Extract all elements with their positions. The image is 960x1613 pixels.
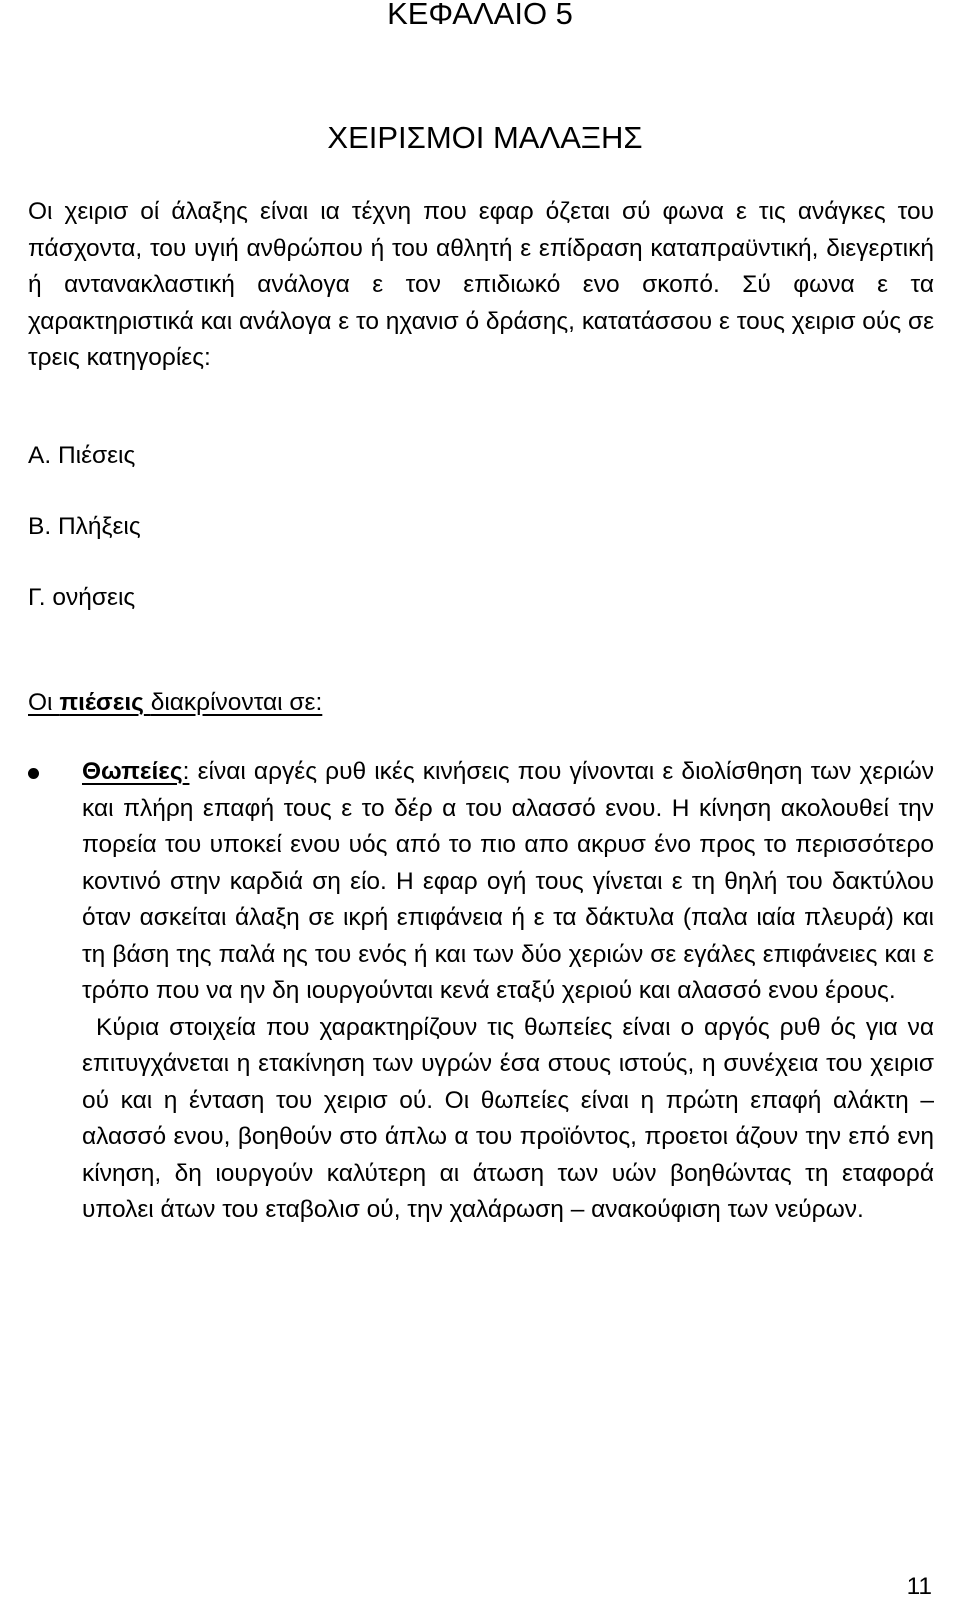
- pressures-heading: [28, 685, 322, 722]
- category-c: Γ. ονήσεις: [28, 584, 136, 611]
- category-b: Β. Πλήξεις: [28, 513, 141, 540]
- page-number: 11: [906, 1573, 932, 1600]
- category-a: Α. Πιέσεις: [28, 442, 136, 469]
- intro-paragraph: Οι χειρισ οί άλαξης είναι ια τέχνη που εφαρ όζεται σύ φωνα ε τις ανάγκες του πάσχοντα, του υγιή ανθρώπου ή του αθλητή ε επίδραση καταπραϋντική, διεγερτική ή αντανακλαστική ανάλογα ε τον επιδιωκό ενο σκοπό. Σύ φωνα ε τα χαρακτηριστικά και ανάλογα ε το ηχανισ ό δράσης, κατατάσσου ε τους χειρισ ούς σε τρεις κατηγορίες:: [28, 198, 934, 371]
- bullet-term-wrap: [82, 758, 189, 785]
- bullet-body-1: είναι αργές ρυθ ικές κινήσεις που γίνονται ε διολίσθηση των χεριών και πλήρη επαφή τους ε το δέρ α του αλασσό ενου. Η κίνηση ακολουθεί την πορεία του υποκεί ενου υός από το πιο απο ακρυσ ένο προς το περισσότερο κοντινό στην καρδιά ση είο. Η εφαρ ογή τους γίνεται ε τη θηλή του δακτύλου όταν ασκείται άλαξη σε ικρή επιφάνεια ή ε τα δάκτυλα (παλα ιαία πλευρά) και τη βάση της παλά ης του ενός ή και των δύο χεριών σε εγάλες επιφάνειες και ε τρόπο που να ην δη ιουργούνται κενά εταξύ χεριού και αλασσό ενου έρους.: [82, 758, 934, 1004]
- bullet-list-item: [28, 754, 934, 1229]
- bullet-text: [82, 754, 934, 1229]
- section-title: [0, 118, 960, 158]
- bullet-body-2: Κύρια στοιχεία που χαρακτηρίζουν τις θωπείες είναι ο αργός ρυθ ός για να επιτυγχάνεται η ετακίνηση των υγρών έσα στους ιστούς, η συνέχεια του χειρισ ού και η ένταση του χειρισ ού. Οι θωπείες είναι η πρώτη επαφή αλάκτη – αλασσό ενου, βοηθούν στο άπλω α του προϊόντος, προετοι άζουν την επό ενη κίνηση, δη ιουργούν καλύτερη αι άτωση των υών βοηθώντας τη εταφορά υπολει άτων του εταβολισ ού, την χαλάρωση – ανακούφιση των νεύρων.: [82, 1013, 934, 1223]
- bullet-term: Θωπείες: [82, 758, 183, 785]
- bullet-icon: [28, 768, 39, 779]
- pressures-suffix: διακρίνονται σε:: [150, 689, 323, 716]
- chapter-heading: ΚΕΦΑΛΑΙΟ 5: [387, 0, 573, 31]
- pressures-prefix: Οι: [28, 689, 53, 716]
- bullet-term-colon: :: [182, 758, 190, 785]
- section-title-text: ΧΕΙΡΙΣΜΟΙ ΜΑΛΑΞΗΣ: [327, 120, 643, 155]
- pressures-term: πιέσεις: [59, 689, 144, 716]
